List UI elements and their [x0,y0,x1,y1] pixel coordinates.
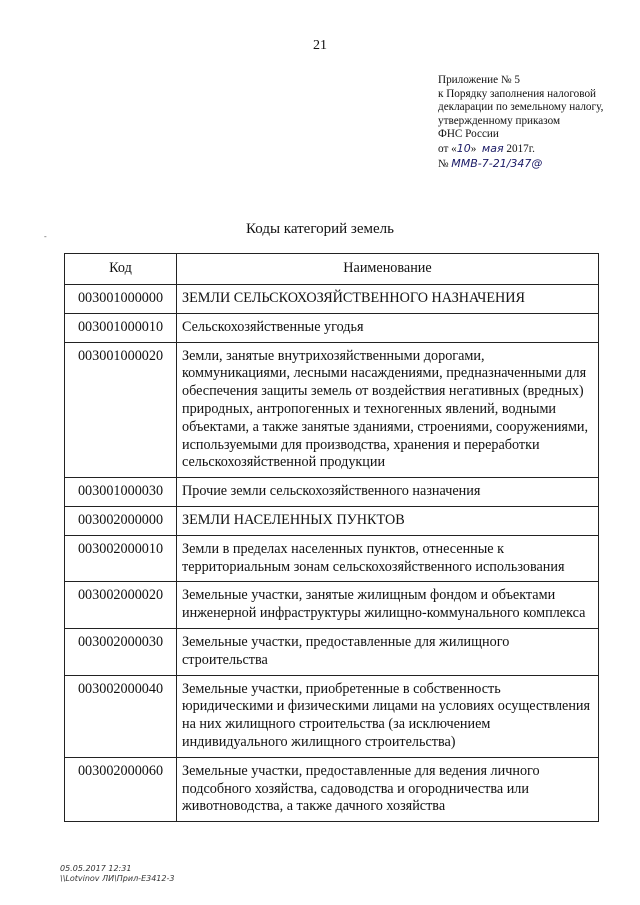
category-code: 003001000030 [65,478,177,507]
category-code: 003002000020 [65,582,177,629]
date-year: 2017г. [506,142,535,155]
footer-timestamp: 05.05.2017 12:31 [60,864,132,873]
approval-date [438,142,638,157]
category-name: Сельскохозяйственные угодья [177,313,599,342]
category-code: 003001000010 [65,313,177,342]
column-header-name: Наименование [177,254,599,285]
table-row [65,285,599,314]
category-name: Земельные участки, предоставленные для жилищного строительства [177,628,599,675]
category-name: Земельные участки, предоставленные для ведения личного подсобного хозяйства, садоводства и огородничества или животноводства, а также дачного хозяйства [177,757,599,821]
category-code: 003001000020 [65,342,177,478]
table-row [65,313,599,342]
footer-file-path: \\Lotvinov ЛИ\Прил-Е3412-3 [60,874,175,883]
number-prefix: № [438,157,449,170]
approval-line: к Порядку заполнения налоговой [438,87,597,100]
date-mid: » [470,142,477,155]
category-name: Земельные участки, занятые жилищным фондом и объектами инженерной инфраструктуры жилищно-коммунального комплекса [177,582,599,629]
table-row [65,757,599,821]
table-header-row [65,254,599,285]
column-header-code: Код [65,254,177,285]
category-name: Прочие земли сельскохозяйственного назначения [177,478,599,507]
category-name: ЗЕМЛИ НАСЕЛЕННЫХ ПУНКТОВ [177,506,599,535]
table-row [65,342,599,478]
table-row [65,535,599,582]
table-row [65,582,599,629]
category-code: 003002000000 [65,506,177,535]
date-prefix: от « [438,142,457,155]
page-number: 21 [313,38,327,53]
table-row [65,506,599,535]
approval-line: ФНС России [438,128,499,141]
category-code: 003001000000 [65,285,177,314]
category-code: 003002000010 [65,535,177,582]
approval-line: декларации по земельному налогу, [438,101,604,114]
table-row [65,675,599,757]
category-name: Земли, занятые внутрихозяйственными дорогами, коммуникациями, лесными насаждениями, предназначенными для обеспечения защиты земель от воздействия негативных (вредных) природных, антропогенных и техногенных явлений, водными объектами, а также занятые зданиями, строениями, сооружениями, используемыми для производства, хранения и переработки сельскохозяйственной продукции [177,342,599,478]
category-name: Земли в пределах населенных пунктов, отнесенные к территориальным зонам сельскохозяйственного использования [177,535,599,582]
approval-line: Приложение № 5 [438,74,520,86]
category-code: 003002000040 [65,675,177,757]
handwritten-day: 10 [456,141,471,155]
category-name: Земельные участки, приобретенные в собственность юридическими и физическими лицами на условиях осуществления на них жилищного строительства (за исключением индивидуального жилищного строительства) [177,675,599,757]
approval-stamp [438,74,638,171]
approval-line: утвержденному приказом [438,114,561,127]
handwritten-order-number: ММВ-7-21/347@ [451,156,543,170]
category-code: 003002000060 [65,757,177,821]
handwritten-month: мая [481,141,504,155]
approval-number [438,157,638,172]
document-title: Коды категорий земель [246,221,394,237]
table-row [65,478,599,507]
land-category-table [64,253,599,822]
scan-mark: - [44,232,47,241]
category-code: 003002000030 [65,628,177,675]
category-name: ЗЕМЛИ СЕЛЬСКОХОЗЯЙСТВЕННОГО НАЗНАЧЕНИЯ [177,285,599,314]
table-body [65,285,599,822]
table-row [65,628,599,675]
footer [60,864,174,884]
